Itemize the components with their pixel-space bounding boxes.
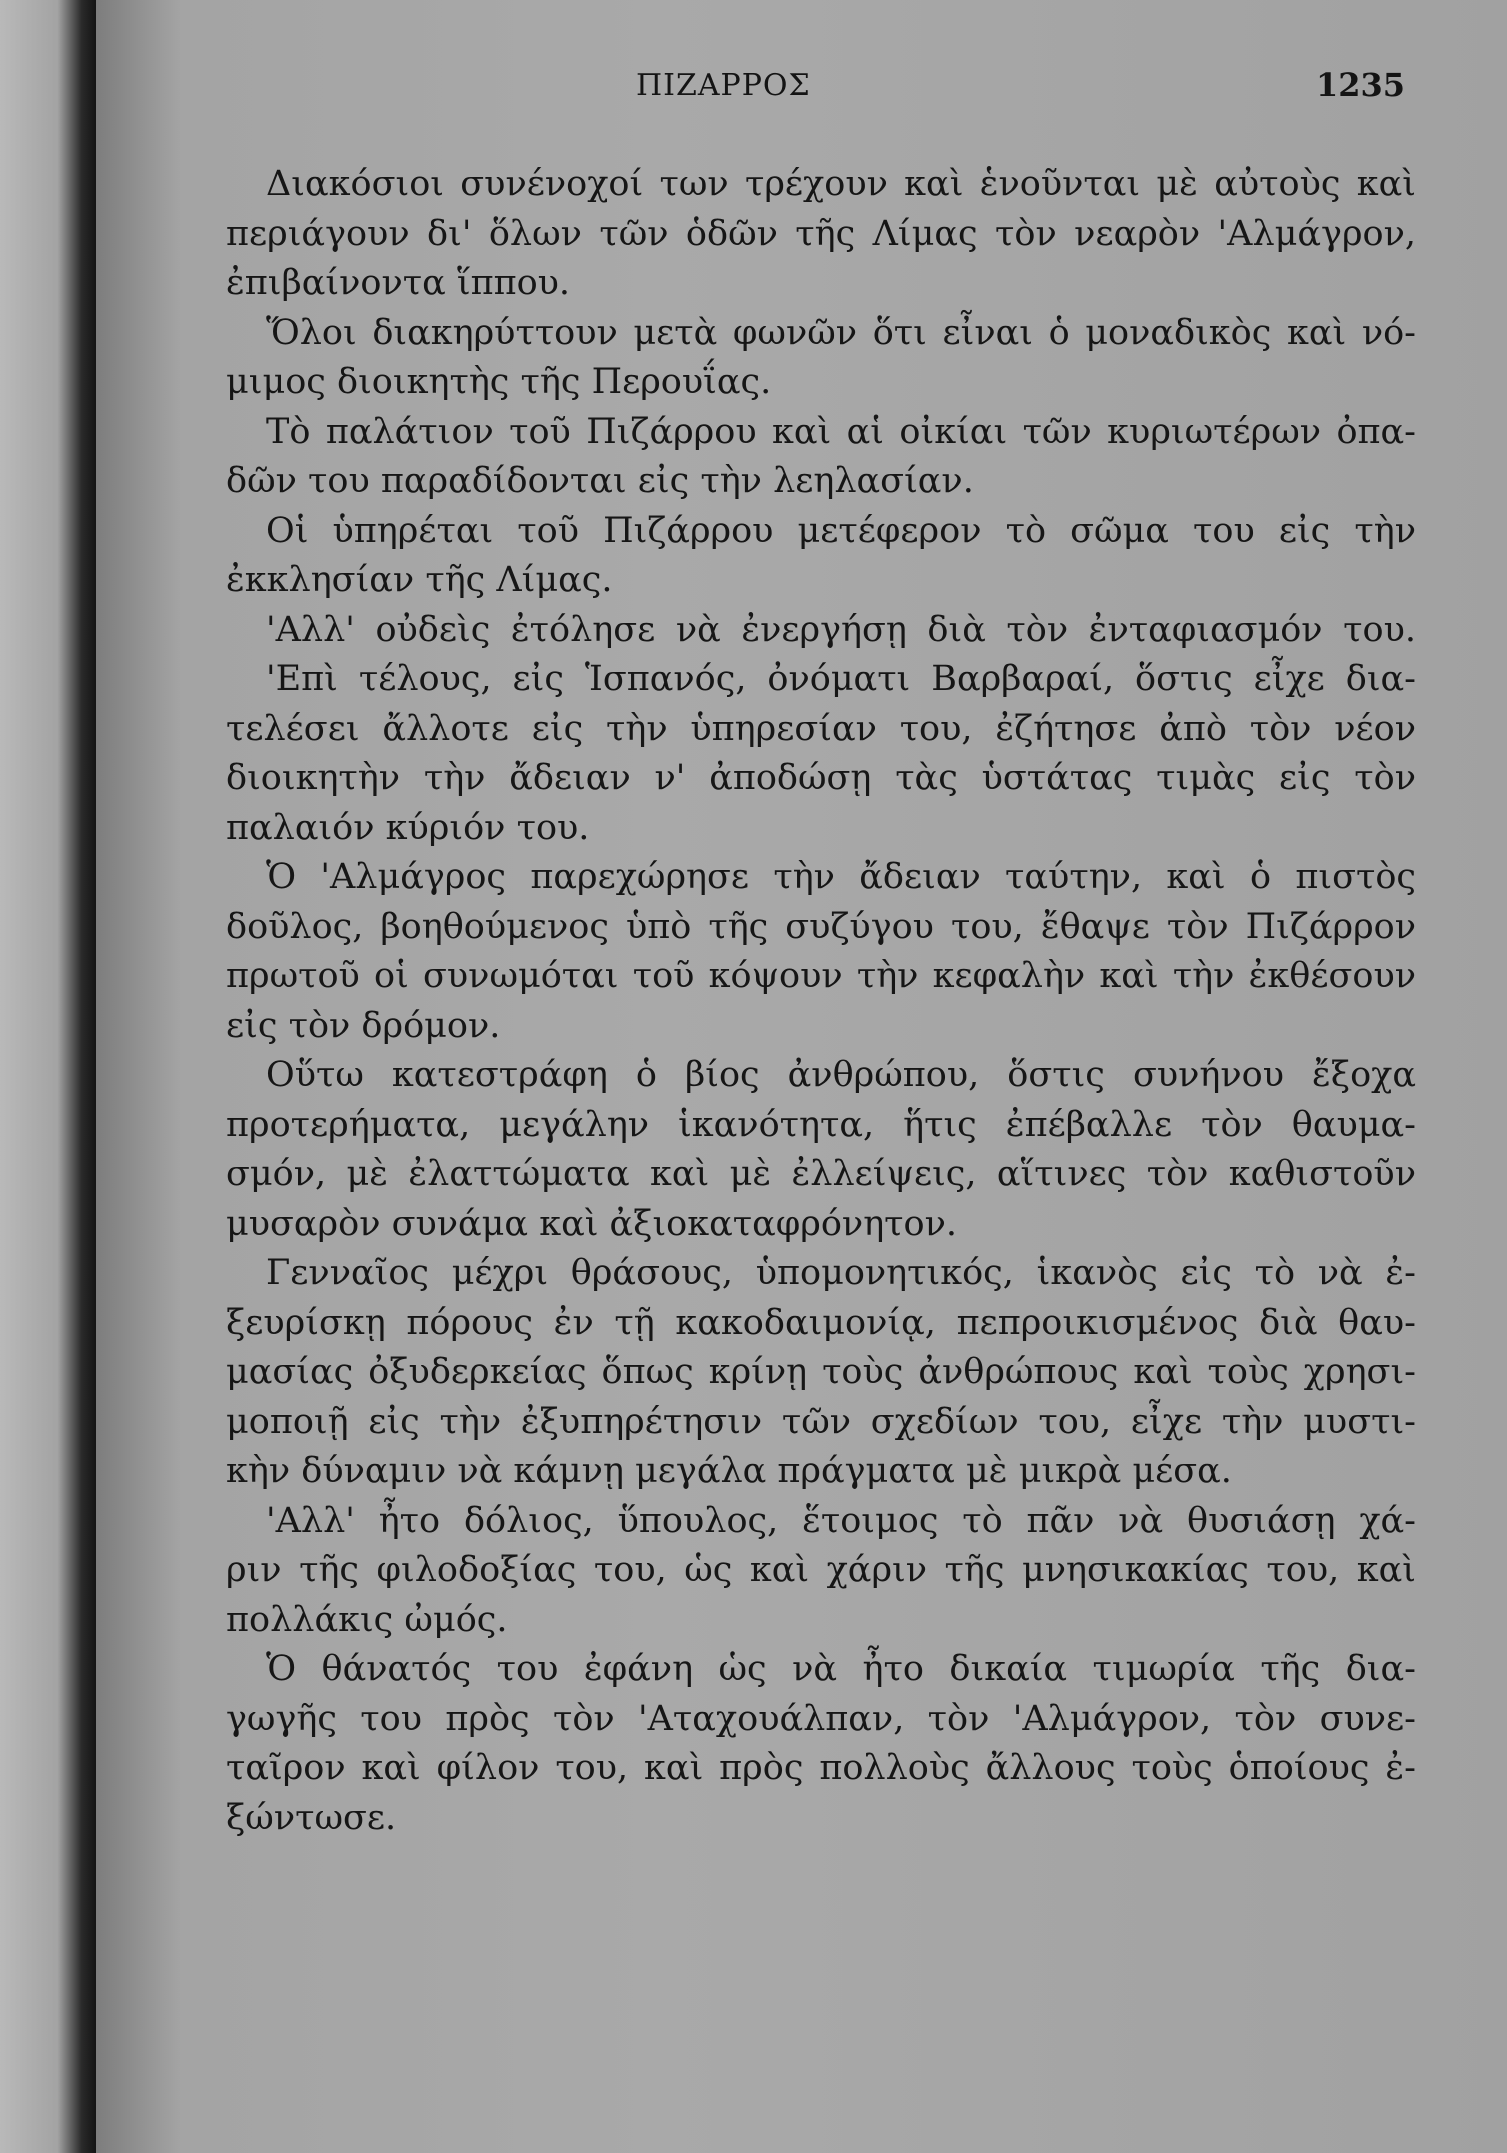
text-line: περιάγουν δι' ὅλων τῶν ὁδῶν τῆς Λίμας τὸν νεαρὸν 'Αλμάγρον,: [226, 213, 1416, 254]
running-title: ΠΙΖΑΡΡΟΣ: [636, 68, 811, 103]
text-line: γωγῆς του πρὸς τὸν 'Αταχουάλπαν, τὸν 'Αλμάγρον, τὸν συνε-: [226, 1698, 1416, 1739]
text-line: ἐκκλησίαν τῆς Λίμας.: [226, 560, 613, 600]
text-line: ριν τῆς φιλοδοξίας του, ὡς καὶ χάριν τῆς μνησικακίας του, καὶ: [226, 1550, 1416, 1590]
text-line: δοῦλος, βοηθούμενος ὑπὸ τῆς συζύγου του, ἔθαψε τὸν Πιζάρρον: [226, 906, 1416, 947]
text-line: κὴν δύναμιν νὰ κάμνῃ μεγάλα πράγματα μὲ μικρὰ μέσα.: [226, 1451, 1232, 1491]
page-number: 1235: [1316, 66, 1406, 104]
text-line: μιμος διοικητὴς τῆς Περουΐας.: [226, 362, 772, 402]
text-line: μυσαρὸν συνάμα καὶ ἀξιοκαταφρόνητον.: [226, 1203, 958, 1244]
text-line: 'Αλλ' ἦτο δόλιος, ὕπουλος, ἕτοιμος τὸ πᾶν νὰ θυσιάσῃ χά-: [266, 1500, 1416, 1541]
text-line: Ὁ 'Αλμάγρος παρεχώρησε τὴν ἄδειαν ταύτην, καὶ ὁ πιστὸς: [266, 857, 1416, 897]
text-line: μοποιῇ εἰς τὴν ἐξυπηρέτησιν τῶν σχεδίων του, εἶχε τὴν μυστι-: [226, 1401, 1416, 1442]
text-line: παλαιόν κύριόν του.: [226, 807, 590, 848]
text-line: ξευρίσκῃ πόρους ἐν τῇ κακοδαιμονίᾳ, πεπροικισμένος διὰ θαυ-: [226, 1302, 1416, 1343]
text-line: Οἱ ὑπηρέται τοῦ Πιζάρρου μετέφερον τὸ σῶμα του εἰς τὴν: [266, 510, 1416, 551]
text-line: εἰς τὸν δρόμον.: [226, 1005, 501, 1046]
text-line: μασίας ὀξυδερκείας ὅπως κρίνῃ τοὺς ἀνθρώπους καὶ τοὺς χρησι-: [226, 1352, 1416, 1392]
text-line: προτερήματα, μεγάλην ἱκανότητα, ἥτις ἐπέβαλλε τὸν θαυμα-: [226, 1104, 1416, 1145]
text-line: ξώντωσε.: [226, 1797, 397, 1838]
text-line: Ὅλοι διακηρύττουν μετὰ φωνῶν ὅτι εἶναι ὁ μοναδικὸς καὶ νό-: [266, 312, 1416, 353]
text-line: ταῖρον καὶ φίλον του, καὶ πρὸς πολλοὺς ἄλλους τοὺς ὁποίους ἐ-: [226, 1748, 1416, 1788]
text-line: 'Επὶ τέλους, εἰς Ἱσπανός, ὀνόματι Βαρβαραί, ὅστις εἶχε δια-: [266, 659, 1416, 699]
text-line: Ὁ θάνατός του ἐφάνη ὡς νὰ ἦτο δικαία τιμωρία τῆς δια-: [266, 1649, 1416, 1689]
text-line: δῶν του παραδίδονται εἰς τὴν λεηλασίαν.: [226, 461, 974, 501]
text-line: πρωτοῦ οἱ συνωμόται τοῦ κόψουν τὴν κεφαλὴν καὶ τὴν ἐκθέσουν: [226, 956, 1416, 996]
text-line: Γενναῖος μέχρι θράσους, ὑπομονητικός, ἱκανὸς εἰς τὸ νὰ ἐ-: [266, 1253, 1416, 1293]
text-line: τελέσει ἄλλοτε εἰς τὴν ὑπηρεσίαν του, ἐζήτησε ἀπὸ τὸν νέον: [226, 708, 1416, 749]
text-line: Οὕτω κατεστράφη ὁ βίος ἀνθρώπου, ὅστις συνήνου ἔξοχα: [266, 1055, 1416, 1095]
text-line: Τὸ παλάτιον τοῦ Πιζάρρου καὶ αἱ οἰκίαι τῶν κυριωτέρων ὀπα-: [266, 411, 1416, 452]
text-line: διοικητὴν τὴν ἄδειαν ν' ἀποδώσῃ τὰς ὑστάτας τιμὰς εἰς τὸν: [226, 758, 1416, 798]
binding-gutter: [0, 0, 96, 2153]
text-line: Διακόσιοι συνένοχοί των τρέχουν καὶ ἑνοῦνται μὲ αὐτοὺς καὶ: [266, 164, 1416, 204]
text-line: πολλάκις ὠμός.: [226, 1599, 508, 1640]
text-line: σμόν, μὲ ἐλαττώματα καὶ μὲ ἐλλείψεις, αἵτινες τὸν καθιστοῦν: [226, 1154, 1416, 1194]
text-line: ἐπιβαίνοντα ἵππου.: [226, 263, 571, 303]
body-text: [226, 160, 1416, 1843]
text-line: 'Αλλ' οὐδεὶς ἐτόλησε νὰ ἐνεργήσῃ διὰ τὸν ἐνταφιασμόν του.: [266, 609, 1416, 650]
